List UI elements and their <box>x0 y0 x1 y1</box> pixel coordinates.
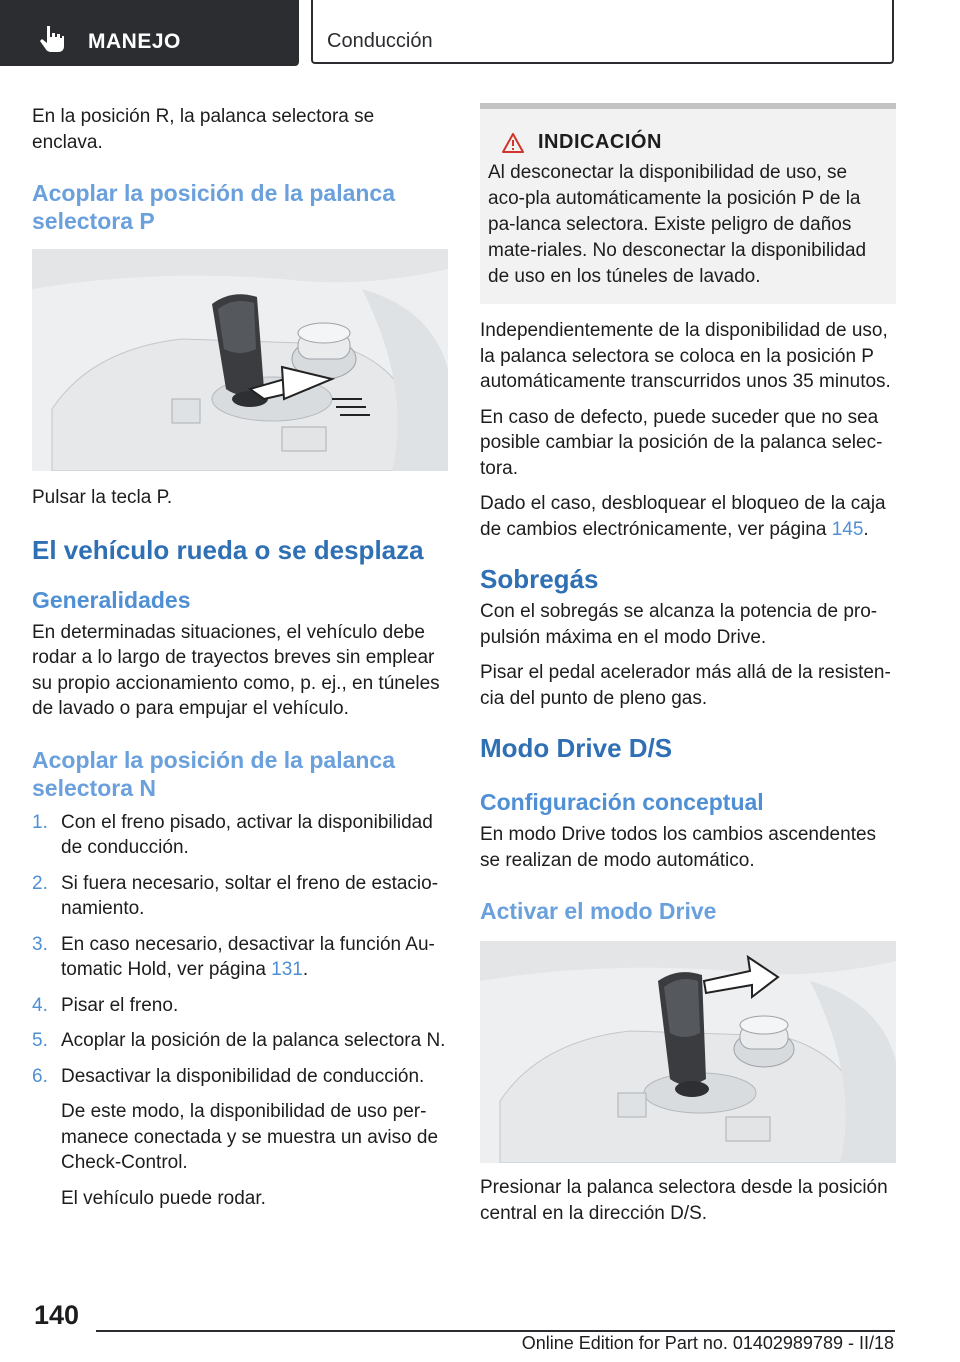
kickdown-paragraph-1: Con el sobregás se alcanza la potencia de pro-pulsión máxima en el modo Drive. <box>480 601 878 648</box>
list-item: 4. Pisar el freno. <box>32 994 179 1016</box>
footer-divider <box>96 1330 895 1332</box>
kickdown-paragraph-2: Pisar el pedal acelerador más allá de la resisten-cia del punto de pleno gas. <box>480 662 891 709</box>
hand-icon <box>38 24 66 54</box>
auto-park-paragraph: Independientemente de la disponibilidad de uso, la palanca selectora se coloca en la posición P automáticamente transcurridos unos 35 minutos. <box>480 320 891 392</box>
heading-concept: Configuración conceptual <box>480 789 764 815</box>
right-column <box>480 103 896 1236</box>
edition-note: Online Edition for Part no. 01402989789 - II/18 <box>521 1333 894 1353</box>
left-column <box>32 100 448 1221</box>
drive-mode-figure <box>480 941 896 1163</box>
heading-drive-mode: Modo Drive D/S <box>480 733 673 763</box>
list-item: 5. Acoplar la posición de la palanca selectora N. <box>32 1030 446 1051</box>
park-button-figure <box>32 249 448 471</box>
list-item: 6. Desactivar la disponibilidad de conducción. <box>32 1065 425 1087</box>
general-paragraph: En determinadas situaciones, el vehículo debe rodar a lo largo de trayectos breves sin emplear su propio accionamiento como, p. ej., en túneles de lavado o para empujar el vehículo. <box>32 621 440 719</box>
gear-selector-illustration <box>32 249 448 471</box>
heading-general: Generalidades <box>32 586 191 613</box>
intro-paragraph: En la posición R, la palanca selectora se enclava. <box>32 106 375 153</box>
gear-selector-drive-illustration <box>480 941 896 1163</box>
heading-neutral-position: Acoplar la posición de la palanca selectora N <box>32 746 396 801</box>
list-item: 1. Con el freno pisado, activar la disponibilidad de conducción. <box>32 811 433 858</box>
section-title: MANEJO <box>88 30 181 53</box>
header-section-tab <box>0 0 299 66</box>
defect-paragraph: En caso de defecto, puede suceder que no sea posible cambiar la posición de la palanca selec-tora. <box>480 406 883 479</box>
page-link-131[interactable]: 131 <box>271 959 303 980</box>
chapter-title: Conducción <box>327 30 433 52</box>
unlock-paragraph: Dado el caso, desbloquear el bloqueo de la caja de cambios electrónicamente, ver página 145. <box>480 493 886 540</box>
heading-vehicle-rolling: El vehículo rueda o se desplaza <box>32 534 424 565</box>
list-item: 3. En caso necesario, desactivar la función Au-tomatic Hold, ver página 131. <box>32 933 435 980</box>
notice-box <box>480 103 896 304</box>
heading-activate-drive: Activar el modo Drive <box>480 898 717 924</box>
list-item: 2. Si fuera necesario, soltar el freno de estacio-namiento. <box>32 872 439 919</box>
notice-text: Al desconectar la disponibilidad de uso, se aco-pla automáticamente la posición P de la pa-lanca selectora. Existe peligro de daños mate-riales. No desconectar la disponibilidad de uso en los túneles de lavado. <box>488 162 867 287</box>
drive-caption: Presionar la palanca selectora desde la posición central en la dirección D/S. <box>480 1177 888 1224</box>
notice-header <box>488 131 888 154</box>
warning-triangle-icon <box>502 133 524 153</box>
page-link-145[interactable]: 145 <box>831 518 864 540</box>
step6-note: De este modo, la disponibilidad de uso per-manece conectada y se muestra un aviso de Check-Control. <box>61 1101 439 1173</box>
heading-kickdown: Sobregás <box>480 564 599 594</box>
header-chapter-tab <box>311 0 894 64</box>
page-number: 140 <box>34 1300 80 1330</box>
park-caption: Pulsar la tecla P. <box>32 487 173 508</box>
neutral-steps-list <box>32 810 448 1090</box>
step6-result: El vehículo puede rodar. <box>61 1187 266 1209</box>
concept-paragraph: En modo Drive todos los cambios ascendentes se realizan de modo automático. <box>480 824 877 871</box>
notice-title: INDICACIÓN <box>538 131 662 153</box>
heading-park-position: Acoplar la posición de la palanca selectora P <box>32 180 396 234</box>
